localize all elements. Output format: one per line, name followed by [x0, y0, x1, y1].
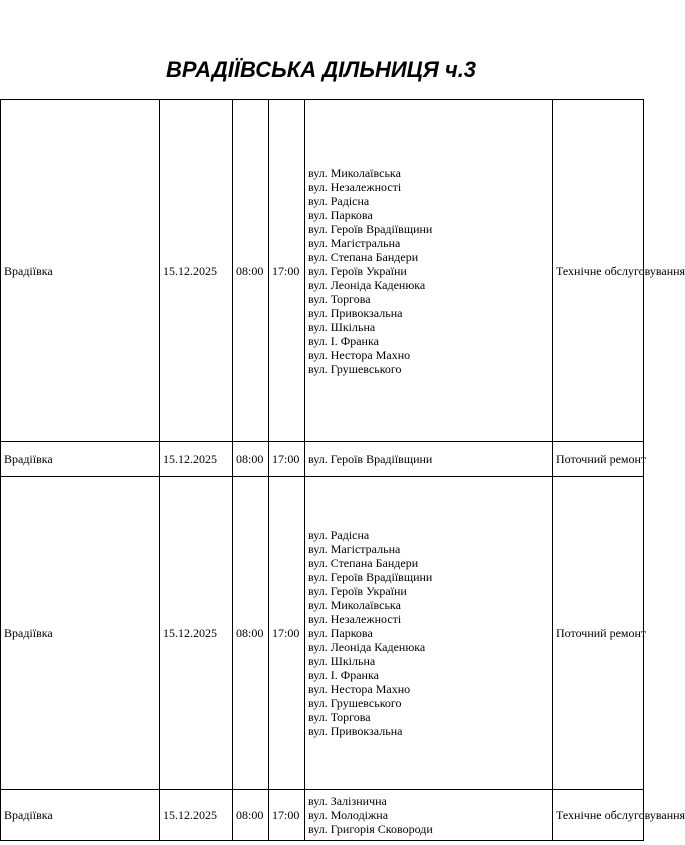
end-time-cell: 17:00	[269, 442, 305, 477]
end-time-cell: 17:00	[269, 790, 305, 841]
start-time-cell: 08:00	[233, 442, 269, 477]
street-item: вул. Степана Бандери	[308, 556, 419, 570]
end-time-cell: 17:00	[269, 477, 305, 790]
streets-cell	[305, 100, 553, 442]
streets-cell	[305, 442, 553, 477]
street-item: вул. Магістральна	[308, 235, 401, 250]
streets-cell	[305, 790, 553, 841]
street-item: вул. Героїв Врадіївщини	[308, 570, 433, 584]
outage-schedule-table	[0, 99, 685, 841]
streets-cell	[305, 477, 553, 790]
street-item: вул. Грушевського	[308, 361, 402, 376]
street-item: вул. Героїв Врадіївщини	[308, 221, 433, 236]
street-item: вул. І. Франка	[308, 333, 379, 348]
street-item: вул. Торгова	[308, 710, 371, 724]
street-item: вул. Привокзальна	[308, 724, 403, 738]
street-item: вул. Радісна	[308, 528, 370, 542]
work-type-cell: Технічне обслуговування	[553, 790, 644, 841]
street-item: вул. Торгова	[308, 291, 371, 306]
town-cell: Врадіївка	[1, 477, 160, 790]
street-item: вул. Леоніда Каденюка	[308, 277, 426, 292]
street-item: вул. Привокзальна	[308, 305, 403, 320]
street-item: вул. Залізнична	[308, 794, 387, 808]
street-item: вул. Паркова	[308, 626, 373, 640]
town-cell: Врадіївка	[1, 442, 160, 477]
street-item: вул. І. Франка	[308, 668, 379, 682]
street-item: вул. Незалежності	[308, 179, 402, 194]
table-row	[1, 442, 644, 477]
table-row	[1, 477, 644, 790]
street-item: вул. Нестора Махно	[308, 347, 411, 362]
work-type-cell: Поточний ремонт	[553, 442, 644, 477]
street-item: вул. Радісна	[308, 193, 370, 208]
street-item: вул. Паркова	[308, 207, 373, 222]
end-time-cell: 17:00	[269, 100, 305, 442]
street-item: вул. Нестора Махно	[308, 682, 411, 696]
town-cell: Врадіївка	[1, 790, 160, 841]
town-cell: Врадіївка	[1, 100, 160, 442]
street-item: вул. Героїв України	[308, 584, 407, 598]
page-title: ВРАДІЇВСЬКА ДІЛЬНИЦЯ ч.3	[165, 57, 477, 82]
street-item: вул. Шкільна	[308, 654, 376, 668]
street-item: вул. Григорія Сковороди	[308, 822, 433, 836]
table-row	[1, 790, 644, 841]
work-type-cell: Технічне обслуговування	[553, 100, 644, 442]
start-time-cell: 08:00	[233, 790, 269, 841]
street-item: вул. Степана Бандери	[308, 249, 419, 264]
street-item: вул. Магістральна	[308, 542, 401, 556]
table-row	[1, 100, 644, 442]
street-item: вул. Леоніда Каденюка	[308, 640, 426, 654]
work-type-cell: Поточний ремонт	[553, 477, 644, 790]
street-item: вул. Героїв України	[308, 263, 407, 278]
street-item: вул. Грушевського	[308, 696, 402, 710]
start-time-cell: 08:00	[233, 100, 269, 442]
date-cell: 15.12.2025	[160, 790, 233, 841]
date-cell: 15.12.2025	[160, 442, 233, 477]
street-item: вул. Героїв Врадіївщини	[308, 452, 433, 466]
street-item: вул. Незалежності	[308, 612, 402, 626]
date-cell: 15.12.2025	[160, 477, 233, 790]
date-cell: 15.12.2025	[160, 100, 233, 442]
street-item: вул. Молодіжна	[308, 808, 389, 822]
street-item: вул. Шкільна	[308, 319, 376, 334]
street-item: вул. Миколаївська	[308, 165, 401, 180]
street-item: вул. Миколаївська	[308, 598, 401, 612]
start-time-cell: 08:00	[233, 477, 269, 790]
